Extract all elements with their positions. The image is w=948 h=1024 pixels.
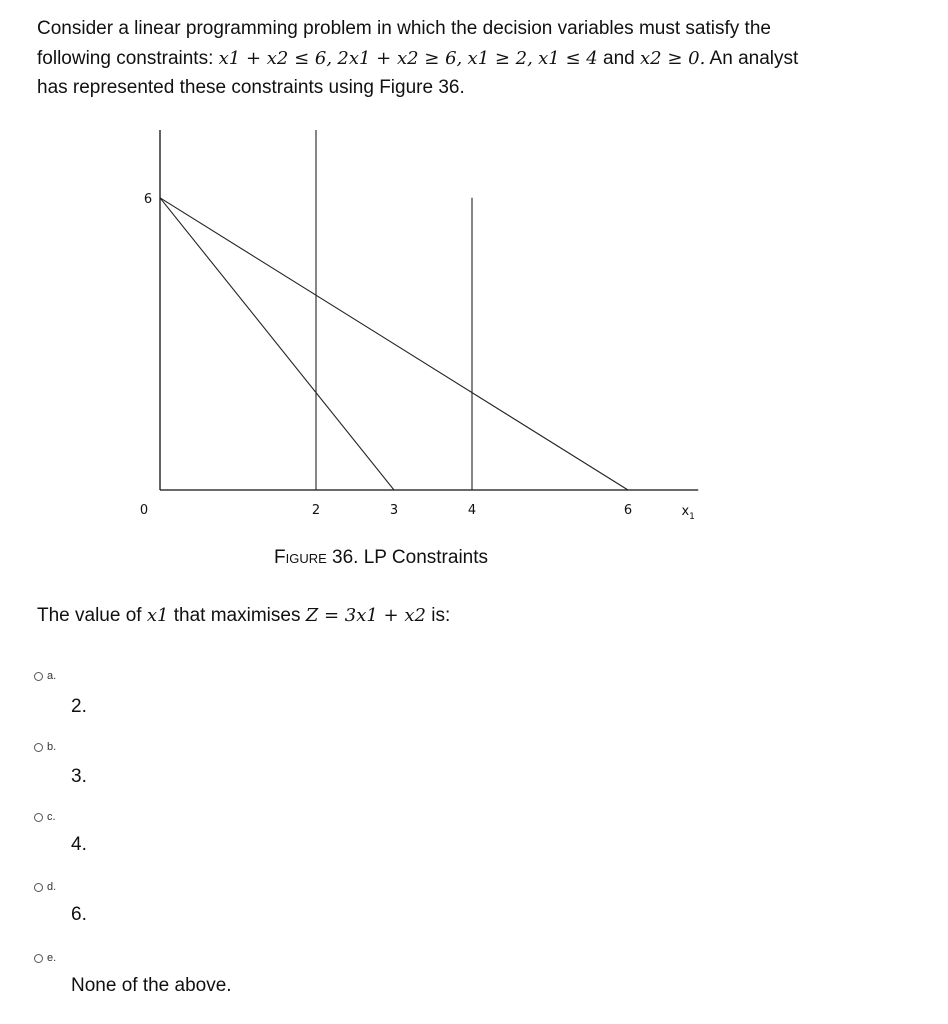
lp-constraints-chart: [0, 130, 948, 550]
question-and: and: [603, 47, 635, 69]
x-tick-label: 6: [623, 503, 633, 518]
option-letter: b.: [47, 741, 57, 753]
x-tick-label: 3: [389, 503, 399, 518]
caption-rest: 36. LP Constraints: [332, 547, 489, 568]
constraint-line-2: [160, 198, 394, 490]
option-letter: e.: [47, 952, 57, 964]
question-text: [37, 14, 827, 103]
option-c-radio[interactable]: [34, 811, 56, 823]
option-d-radio[interactable]: [34, 881, 56, 893]
constraint-4: x1 ≤ 4: [538, 47, 598, 69]
radio-icon[interactable]: [34, 743, 43, 752]
option-e-radio[interactable]: [34, 952, 56, 964]
y-tick-label: 6: [143, 191, 153, 207]
x-tick-label: 4: [467, 503, 477, 518]
prompt-lead: The value of: [37, 605, 142, 626]
prompt-mid: that maximises: [173, 605, 301, 626]
radio-icon[interactable]: [34, 672, 43, 681]
x-tick-label: 2: [311, 503, 321, 518]
question-prompt: [37, 605, 450, 627]
option-b-text[interactable]: 3.: [71, 766, 87, 787]
question-intro: Consider a linear programming problem in which the decision variables must satisfy the following constraints:: [37, 18, 771, 69]
radio-icon[interactable]: [34, 813, 43, 822]
option-letter: c.: [47, 811, 56, 823]
constraint-1: x1 + x2 ≤ 6,: [218, 47, 333, 69]
constraint-3: x1 ≥ 2,: [467, 47, 533, 69]
radio-icon[interactable]: [34, 883, 43, 892]
figure-caption: [0, 547, 762, 569]
option-e-text[interactable]: None of the above.: [71, 975, 232, 996]
x-tick-label: 0: [139, 503, 149, 518]
constraint-5: x2 ≥ 0.: [640, 47, 706, 69]
constraint-line-1: [160, 198, 628, 490]
option-d-text[interactable]: 6.: [71, 904, 87, 925]
option-letter: a.: [47, 670, 57, 682]
constraint-2: 2x1 + x2 ≥ 6,: [337, 47, 463, 69]
lp-figure: [0, 130, 948, 590]
option-b-radio[interactable]: [34, 741, 56, 753]
question-tail: An analyst has represented these constraints using Figure 36.: [37, 47, 799, 98]
prompt-end: is:: [431, 605, 451, 626]
option-a-radio[interactable]: [34, 670, 56, 682]
prompt-expr: Z = 3x1 + x2: [305, 605, 426, 626]
caption-prefix: Figure: [273, 547, 327, 568]
option-letter: d.: [47, 881, 57, 893]
option-a-text[interactable]: 2.: [71, 696, 87, 717]
prompt-var: x1: [146, 605, 169, 626]
x-axis-label: $x_1$: [681, 504, 695, 522]
radio-icon[interactable]: [34, 954, 43, 963]
option-c-text[interactable]: 4.: [71, 834, 87, 855]
